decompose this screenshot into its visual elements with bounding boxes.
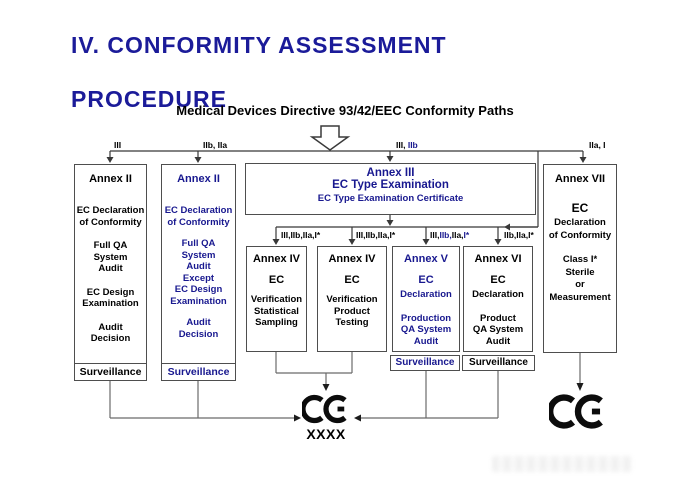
- annex-iii-box: [245, 163, 536, 215]
- box-line: Production: [400, 312, 452, 324]
- surveillance-label: Surveillance: [162, 363, 235, 380]
- box-line: Declaration: [400, 289, 452, 300]
- annex-ii-blue-box: [161, 164, 236, 381]
- box-line: Audit: [186, 261, 211, 272]
- branch-label-class-iii-iib: III, IIb: [396, 140, 418, 150]
- box-line: Full QA: [93, 240, 128, 251]
- box-line: EC: [571, 201, 589, 215]
- box-line: of Conformity: [167, 216, 230, 228]
- box-line: Examination: [170, 295, 227, 307]
- branch-label-class-iii: III: [114, 140, 122, 150]
- box-line: EC: [490, 274, 506, 286]
- down-arrow-icon: [312, 126, 348, 150]
- box-line: EC: [418, 274, 434, 286]
- box-line: Audit: [98, 263, 123, 274]
- box-line: EC Type Examination: [332, 179, 449, 191]
- box-line: Verification: [250, 294, 303, 305]
- box-line: EC: [268, 274, 285, 286]
- box-line: Examination: [82, 298, 139, 309]
- box-title: Annex V: [403, 253, 448, 265]
- annex-iv-sampling-box: [246, 246, 307, 352]
- page-title: [71, 32, 447, 113]
- ce-mark-icon: [549, 391, 607, 432]
- box-line: Testing: [335, 317, 369, 328]
- notified-body-number: XXXX: [306, 426, 346, 442]
- annex-vi-box: [463, 246, 533, 352]
- box-line: EC Design: [86, 286, 135, 298]
- subbranch-label-3: III,IIb,IIa,I*: [430, 230, 470, 240]
- box-line: Except: [182, 272, 215, 284]
- box-line: Product: [334, 305, 370, 317]
- box-line: Sampling: [255, 317, 298, 328]
- box-line: Sterile: [565, 266, 595, 278]
- box-line: EC Declaration: [76, 205, 145, 216]
- box-title: Annex III: [366, 167, 415, 179]
- surveillance-label: Surveillance: [75, 363, 146, 380]
- box-line: of Conformity: [79, 216, 142, 228]
- box-line: Statistical: [254, 305, 299, 317]
- diagram-subtitle: Medical Devices Directive 93/42/EEC Conformity Paths: [176, 103, 514, 118]
- subbranch-label-2: III,IIb,IIa,I*: [356, 230, 396, 240]
- page-title-line2: PROCEDURE: [71, 86, 227, 112]
- annex-ii-box: [74, 164, 147, 381]
- box-line: Declaration: [472, 289, 524, 300]
- box-line: Verification: [326, 294, 378, 305]
- subbranch-label-4: IIb,IIa,I*: [504, 230, 534, 240]
- box-line: EC Declaration: [164, 205, 233, 216]
- box-line: Audit: [413, 335, 439, 347]
- box-line: EC Type Examination Certificate: [317, 193, 464, 204]
- watermark-smudge: [492, 456, 632, 472]
- box-line: Audit: [98, 321, 123, 333]
- box-line: QA System: [472, 324, 524, 335]
- ce-mark-icon: [302, 392, 350, 426]
- box-line: Decision: [90, 333, 131, 344]
- box-line: Declaration: [554, 217, 606, 228]
- annex-vi-surveillance-box: Surveillance: [462, 355, 535, 371]
- box-line: or: [575, 279, 585, 290]
- box-line: EC Design: [174, 284, 223, 295]
- annex-iv-testing-box: [317, 246, 387, 352]
- box-line: EC: [344, 274, 360, 286]
- annex-v-box: [392, 246, 460, 352]
- box-line: of Conformity: [548, 229, 612, 241]
- box-title: Annex II: [177, 173, 220, 185]
- box-line: System: [181, 249, 216, 261]
- annex-vii-box: [543, 164, 617, 353]
- box-line: QA System: [400, 324, 452, 335]
- branch-label-class-iib-iia: IIb, IIa: [203, 140, 228, 150]
- box-line: Full QA: [181, 238, 216, 249]
- box-title: Annex VI: [474, 253, 522, 265]
- page-title-line1: IV. CONFORMITY ASSESSMENT: [71, 32, 447, 58]
- box-title: Annex IV: [328, 253, 376, 265]
- subbranch-label-1: III,IIb,IIa,I*: [281, 230, 321, 240]
- box-title: Annex VII: [554, 173, 606, 185]
- box-line: Product: [480, 312, 516, 324]
- box-line: Audit: [186, 317, 211, 328]
- box-title: Annex II: [89, 173, 132, 185]
- box-title: Annex IV: [252, 253, 301, 265]
- box-line: Measurement: [549, 291, 611, 303]
- box-line: System: [93, 251, 128, 263]
- box-line: Audit: [485, 335, 511, 347]
- box-line: Class I*: [562, 254, 598, 265]
- box-line: Decision: [178, 328, 219, 340]
- annex-v-surveillance-box: Surveillance: [390, 355, 460, 371]
- branch-label-class-iia-i: IIa, I: [589, 140, 606, 150]
